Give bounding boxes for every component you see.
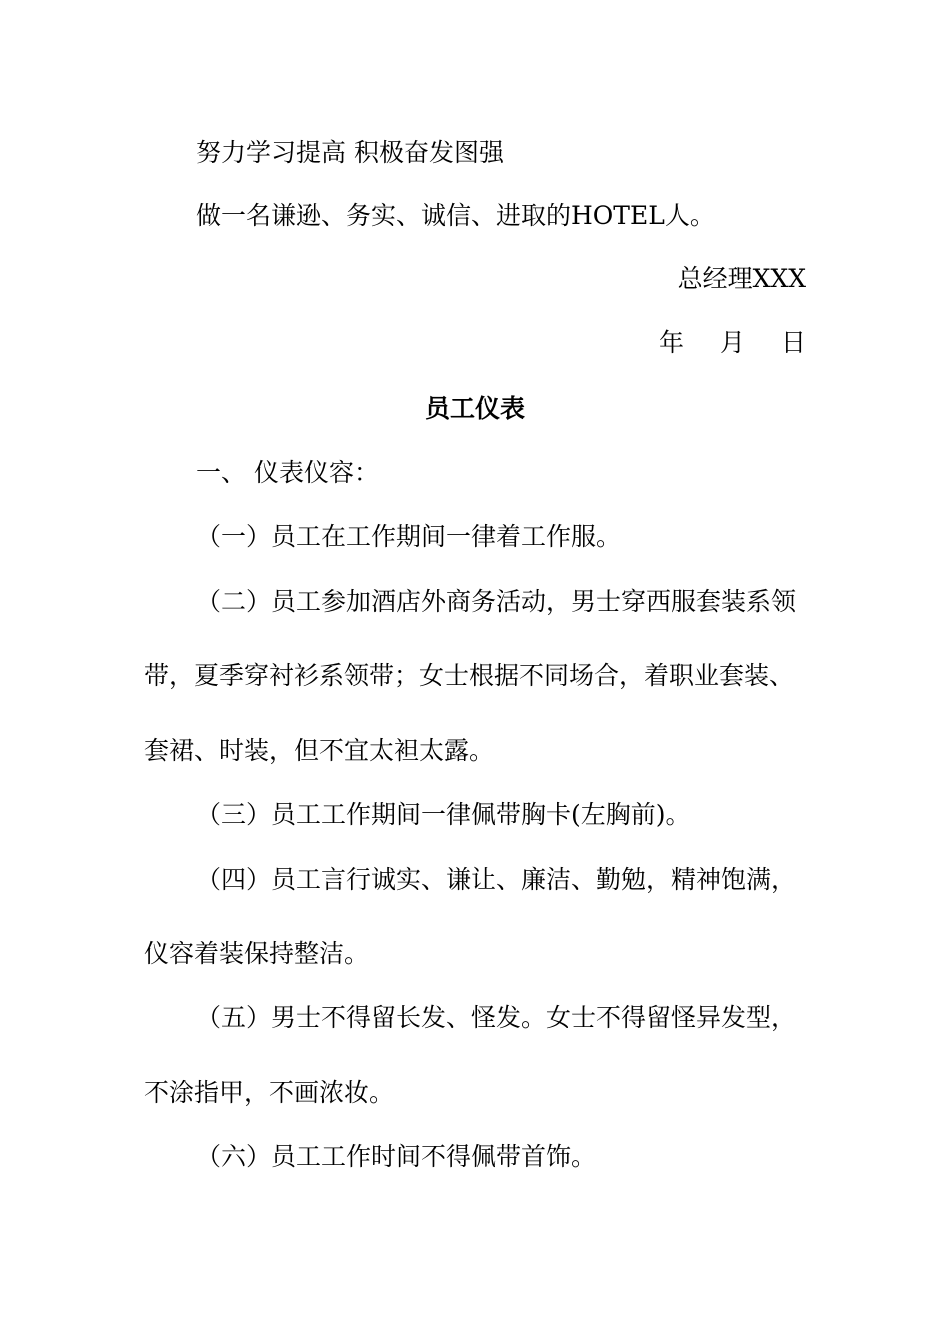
motto-line-1: 努力学习提高 积极奋发图强 [196,138,504,167]
item-1: （一）员工在工作期间一律着工作服。 [196,522,622,551]
date-month: 月 [719,328,745,357]
date-year: 年 [658,328,684,357]
item-4-line-2: 仪容着装保持整洁。 [144,939,370,968]
item-2-line-2: 带，夏季穿衬衫系领带；女士根据不同场合，着职业套装、 [144,661,795,690]
section-title: 员工仪表 [424,394,525,423]
section-heading: 一、 仪表仪容： [196,458,379,487]
signature-line: 总经理XXX [677,264,806,293]
item-4-line-1: （四）员工言行诚实、谦让、廉洁、勤勉，精神饱满， [196,865,797,894]
item-5-line-1: （五）男士不得留长发、怪发。女士不得留怪异发型， [196,1003,797,1032]
item-2-line-3: 套裙、时装，但不宜太袒太露。 [144,736,495,765]
item-2-line-1: （二）员工参加酒店外商务活动，男士穿西服套装系领 [196,587,797,616]
date-line [659,327,806,359]
motto-line-2: 做一名谦逊、务实、诚信、进取的HOTEL人。 [196,201,715,230]
item-3: （三）员工工作期间一律佩带胸卡(左胸前)。 [196,800,691,829]
item-5-line-2: 不涂指甲，不画浓妆。 [144,1078,395,1107]
item-6: （六）员工工作时间不得佩带首饰。 [196,1142,597,1171]
date-day: 日 [780,328,806,357]
